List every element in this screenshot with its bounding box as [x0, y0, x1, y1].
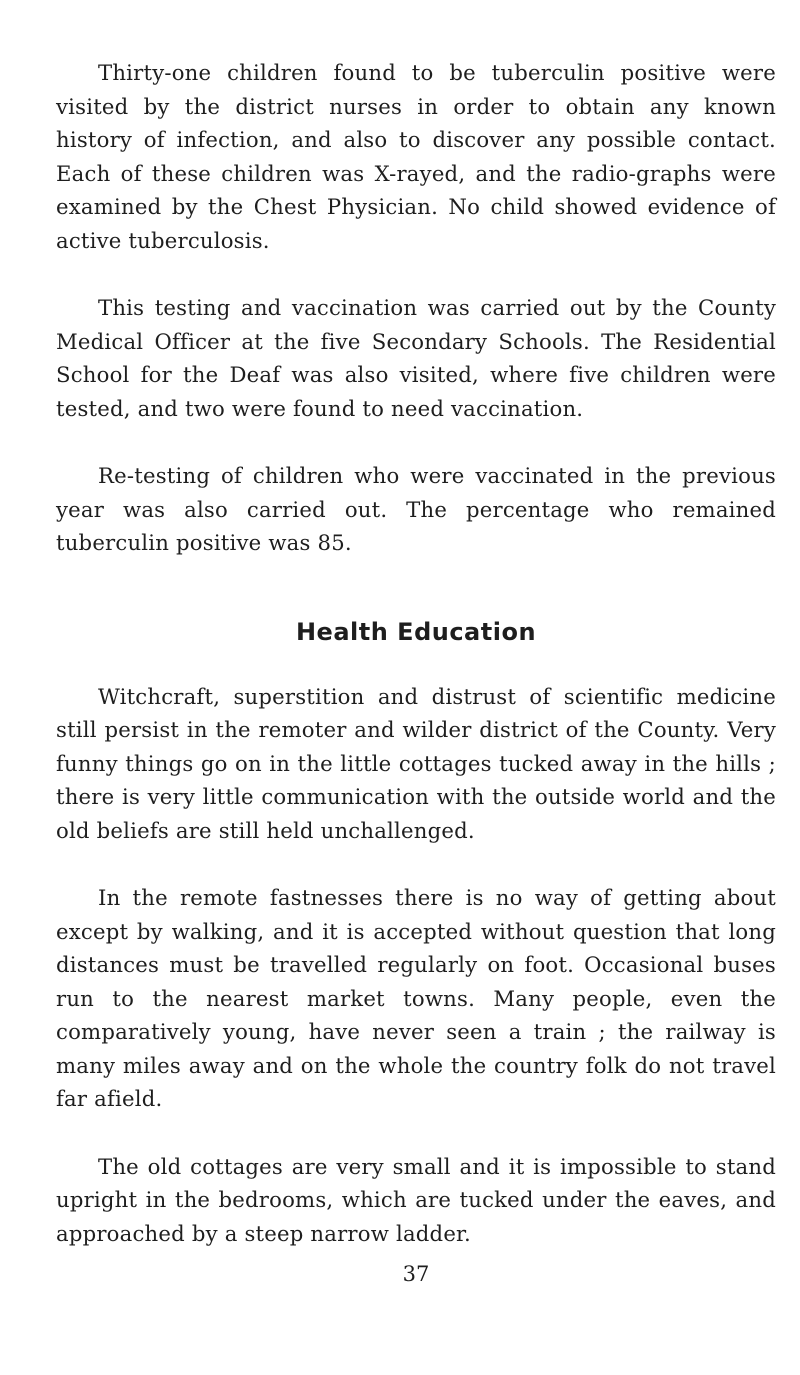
section-heading-health-education: Health Education: [295, 617, 537, 646]
paragraph-remote-fastnesses: In the remote fastnesses there is no way of getting about except by walking, and it is accepted without question that long distances must be travelled regularly on foot. Occasional buses run to the nearest market towns. Many people, even the comparatively young, have never seen a train ; the railway is many miles away and on the whole the country folk do not travel far afield.: [56, 885, 776, 1111]
paragraph-retesting: Re-testing of children who were vaccinated in the previous year was also carried out. The percentage who remained tuberculin positive was 85.: [56, 463, 776, 555]
paragraph-tuberculin-followup: Thirty-one children found to be tuberculin positive were visited by the district nurses in order to obtain any known history of infection, and also to discover any possible contact. Each of these children was X-rayed, and the radio-graphs were examined by the Chest Physician. No child showed evidence of active tuberculosis.: [56, 60, 776, 253]
page-number: 37: [402, 1262, 430, 1286]
document-page: [56, 56, 776, 1286]
paragraph-witchcraft: Witchcraft, superstition and distrust of scientific medicine still persist in the remoter and wilder district of the County. Very funny things go on in the little cottages tucked away in the hills ; there is very little communication with the outside world and the old beliefs are still held unchallenged.: [56, 683, 776, 843]
paragraph-testing-vaccination: This testing and vaccination was carried out by the County Medical Officer at the five Secondary Schools. The Residential School for the Deaf was also visited, where five children were tested, and two were found to need vaccination.: [56, 295, 776, 421]
paragraph-old-cottages: The old cottages are very small and it is impossible to stand upright in the bedrooms, which are tucked under the eaves, and approached by a steep narrow ladder.: [56, 1153, 776, 1246]
